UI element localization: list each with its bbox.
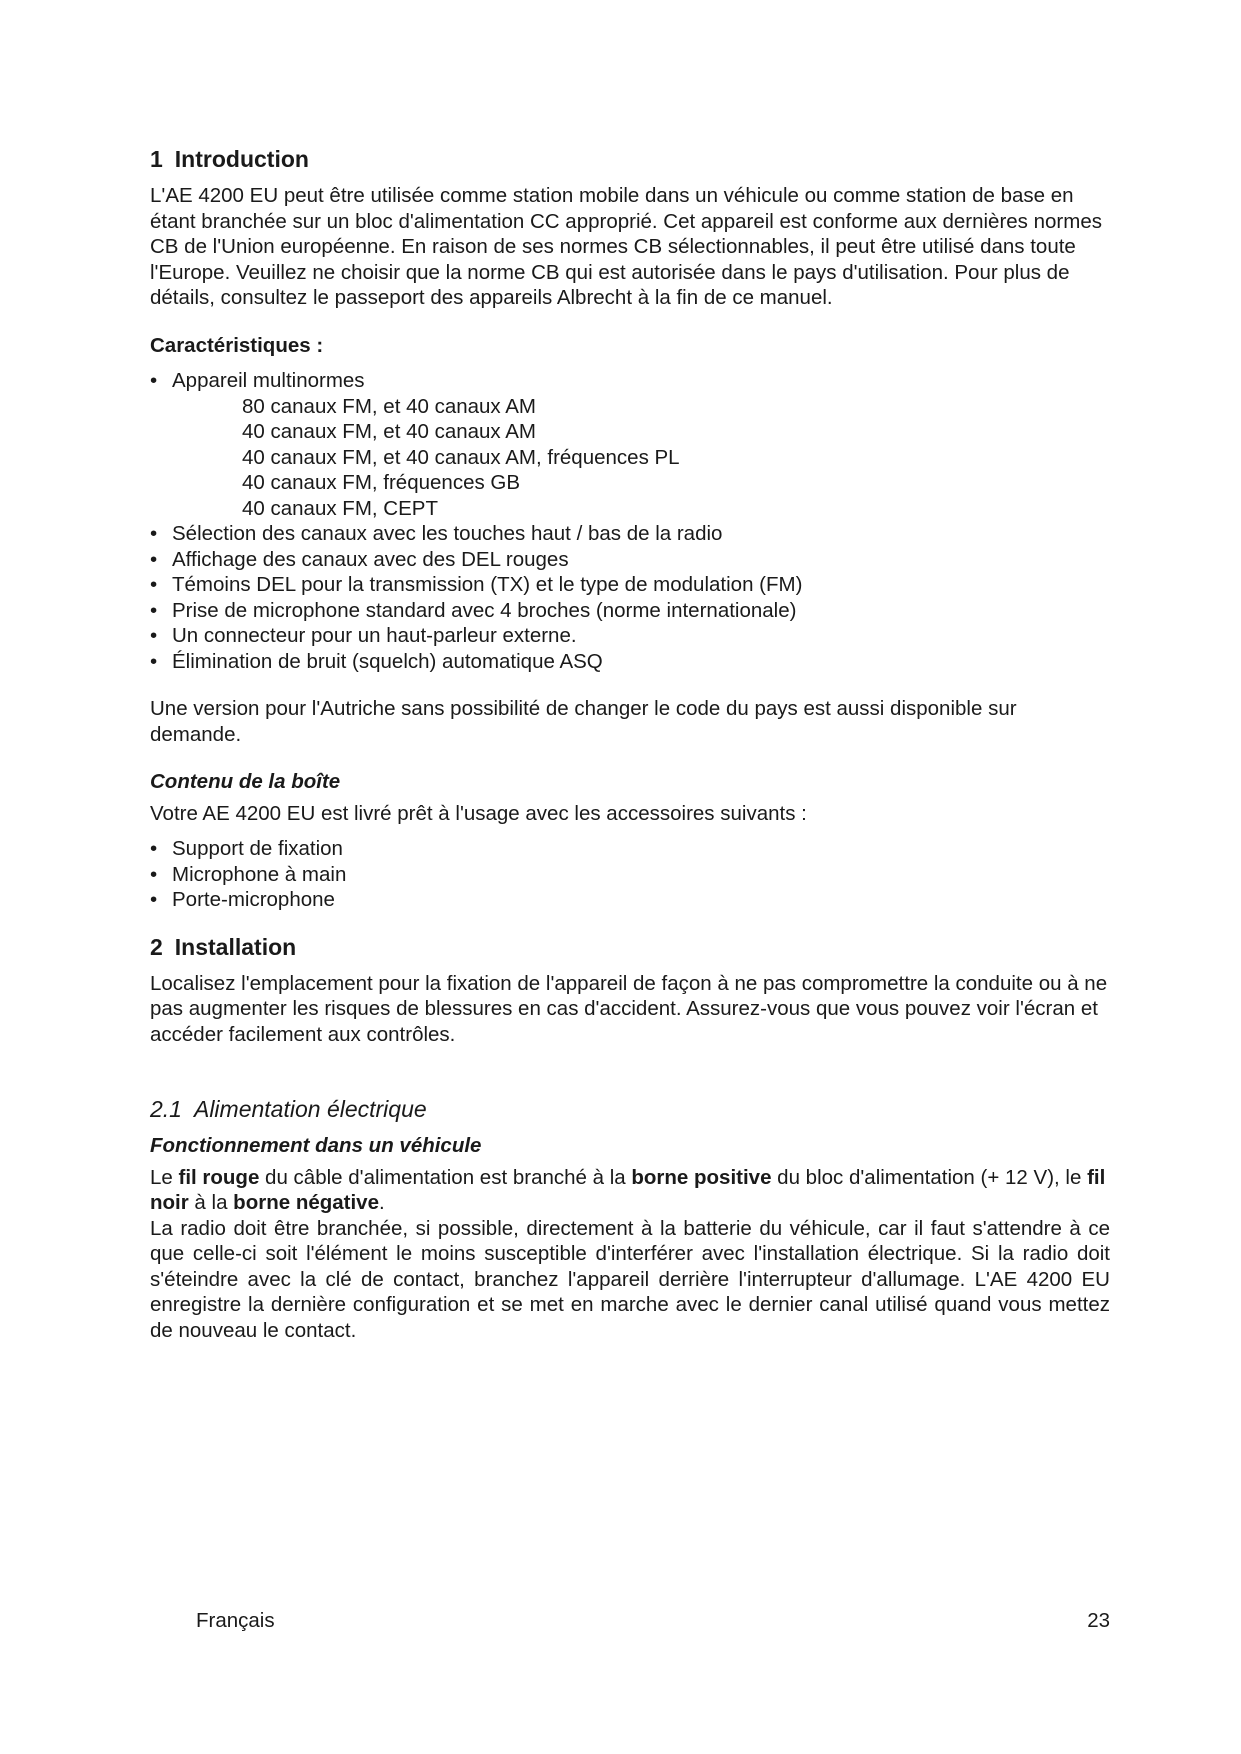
list-item: • Élimination de bruit (squelch) automatique ASQ: [150, 649, 1110, 675]
section-number: 2: [150, 933, 163, 960]
section-title: Installation: [174, 933, 297, 960]
subsection-heading-power: [150, 1095, 1110, 1123]
list-item: • Microphone à main: [150, 862, 1110, 888]
list-item: 40 canaux FM, CEPT: [242, 496, 438, 520]
vehicle-operation-heading: Fonctionnement dans un véhicule: [150, 1134, 482, 1157]
features-list: [150, 368, 1110, 674]
norms-list: [172, 394, 1110, 522]
austria-note: Une version pour l'Autriche sans possibilité de changer le code du pays est aussi disponible sur demande.: [150, 697, 1017, 746]
list-item: 80 canaux FM, et 40 canaux AM: [242, 394, 536, 418]
list-item: 40 canaux FM, et 40 canaux AM, fréquences PL: [242, 445, 680, 469]
wiring-paragraph: Le fil rouge du câble d'alimentation est branché à la borne positive du bloc d'alimentation (+ 12 V), le fil noir à la borne négative.: [150, 1165, 1106, 1214]
section-heading-introduction: [150, 145, 1110, 173]
section-title: Introduction: [174, 146, 309, 172]
list-item: • Sélection des canaux avec les touches haut / bas de la radio: [150, 521, 1110, 547]
section-number: 1: [150, 146, 163, 172]
negative-terminal-label: borne négative: [233, 1191, 379, 1214]
subsection-number: 2.1: [150, 1096, 182, 1122]
black-wire-label: fil noir: [150, 1165, 1106, 1214]
red-wire-label: fil rouge: [178, 1165, 260, 1189]
list-item: • Témoins DEL pour la transmission (TX) et le type de modulation (FM): [150, 572, 1110, 598]
box-contents-heading: Contenu de la boîte: [150, 770, 341, 793]
installation-paragraph: Localisez l'emplacement pour la fixation de l'appareil de façon à ne pas compromettre la conduite ou à ne pas augmenter les risques de blessures en cas d'accident. Assurez-vous que vous pouvez voir l'écran et accéder facilement aux contrôles.: [150, 971, 1108, 1046]
battery-paragraph: La radio doit être branchée, si possible, directement à la batterie du véhicule, car il faut s'attendre à ce que celle-ci soit l'élément le moins susceptible d'interférer avec l'installation électrique. Si la radio doit s'éteindre avec la clé de contact, branchez l'appareil derrière l'interrupteur d'allumage. L'AE 4200 EU enregistre la dernière configuration et se met en marche avec le dernier canal utilisé quand vous mettez de nouveau le contact.: [150, 1216, 1110, 1342]
box-contents-intro: Votre AE 4200 EU est livré prêt à l'usage avec les accessoires suivants :: [150, 801, 807, 825]
list-item: 40 canaux FM, et 40 canaux AM: [242, 420, 536, 443]
list-item: • Un connecteur pour un haut-parleur externe.: [150, 623, 1110, 649]
list-item: • Affichage des canaux avec des DEL rouges: [150, 547, 1110, 573]
footer-language: Français: [196, 1609, 275, 1632]
list-item: 40 canaux FM, fréquences GB: [242, 471, 521, 494]
page-content: [150, 145, 1110, 1343]
box-contents-list: [150, 836, 1110, 913]
list-item: • Porte-microphone: [150, 887, 1110, 913]
positive-terminal-label: borne positive: [631, 1165, 772, 1189]
list-item: • Prise de microphone standard avec 4 broches (norme internationale): [150, 598, 1110, 624]
features-heading: Caractéristiques :: [150, 333, 324, 357]
list-item: • Appareil multinormes 80 canaux FM, et 40 canaux AM 40 canaux FM, et 40 canaux AM 40 canaux FM, et 40 canaux AM, fréquences PL 40 canaux FM, fréquences GB 40 canaux FM, CEPT: [150, 368, 1110, 521]
intro-paragraph: L'AE 4200 EU peut être utilisée comme station mobile dans un véhicule ou comme station de base en étant branchée sur un bloc d'alimentation CC approprié. Cet appareil est conforme aux dernières normes CB de l'Union européenne. En raison de ses normes CB sélectionnables, il peut être utilisé dans toute l'Europe. Veuillez ne choisir que la norme CB qui est autorisée dans le pays d'utilisation. Pour plus de détails, consultez le passeport des appareils Albrecht à la fin de ce manuel.: [150, 184, 1102, 309]
list-item: • Support de fixation: [150, 836, 1110, 862]
section-heading-installation: [150, 933, 1110, 961]
page-number: 23: [1087, 1609, 1110, 1632]
subsection-title: Alimentation électrique: [193, 1096, 427, 1122]
